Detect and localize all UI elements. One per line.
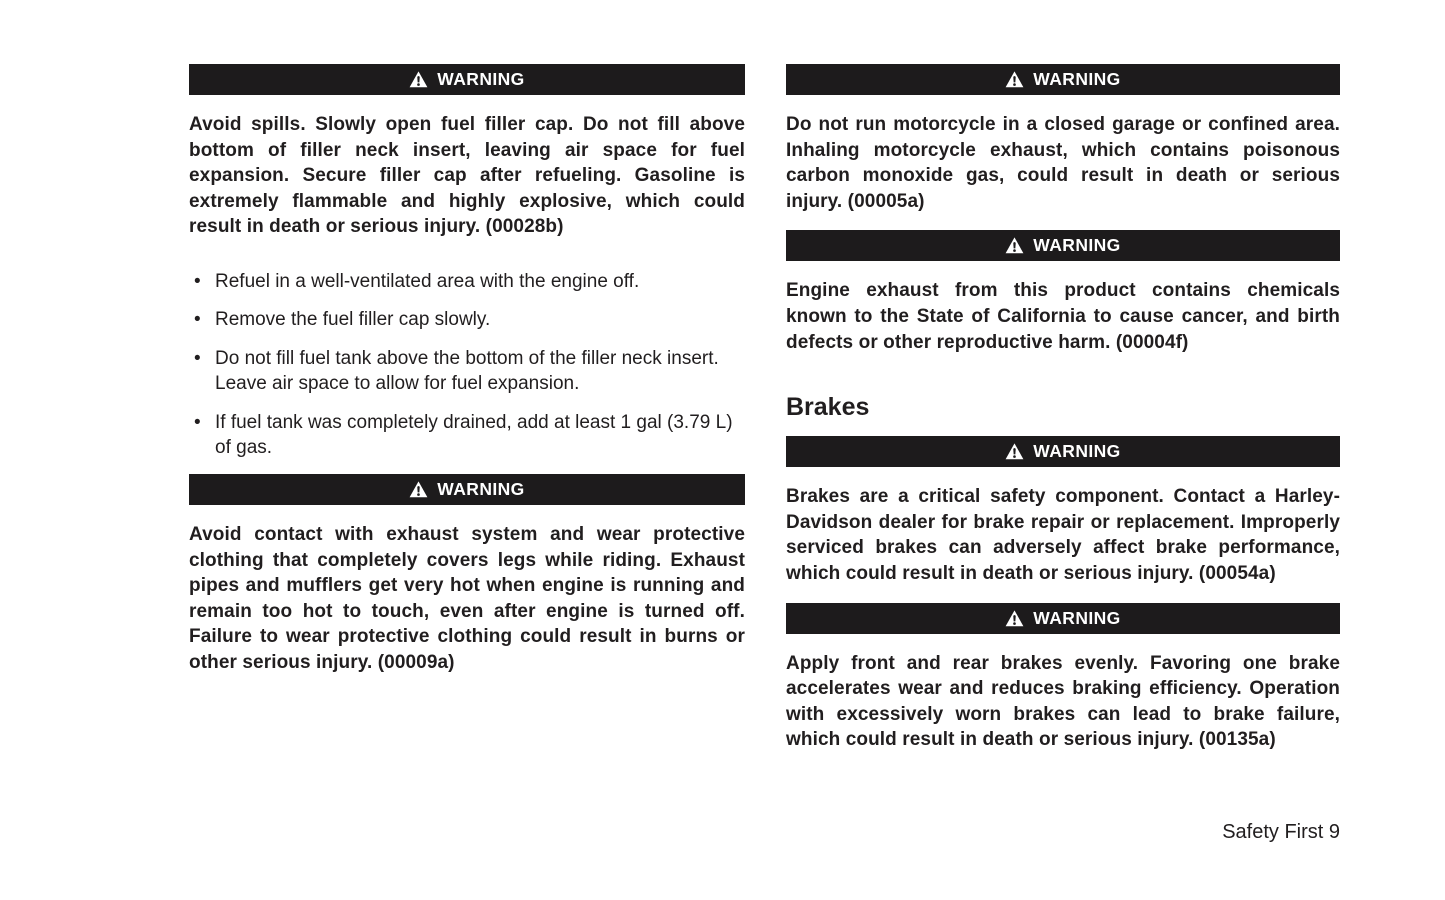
- left-column: [189, 64, 745, 676]
- warning-banner-label: WARNING: [1033, 235, 1121, 256]
- bullet-marker: •: [194, 411, 201, 433]
- warning-banner-label: WARNING: [1033, 69, 1121, 89]
- warning-banner: [786, 64, 1340, 95]
- warning-text-exhaust-contact: Avoid contact with exhaust system and wear protective clothing that completely covers legs while riding. Exhaust pipes and mufflers get very hot when engine is running and remain too hot to touch, even after engine is turned off. Failure to wear protective clothing could result in burns or other serious injury. (00009a): [189, 523, 745, 673]
- bullet-text: Remove the fuel filler cap slowly.: [215, 309, 491, 331]
- warning-banner-label: WARNING: [1033, 441, 1121, 462]
- warning-banner: [786, 230, 1340, 261]
- warning-banner-label: WARNING: [437, 478, 525, 499]
- list-item: [189, 346, 745, 397]
- warning-text-carbon-monoxide: Do not run motorcycle in a closed garage or confined area. Inhaling motorcycle exhaust, which contains poisonous carbon monoxide gas, could result in death or serious injury. (00005a): [786, 114, 1340, 212]
- list-item: [189, 410, 745, 461]
- warning-banner: [189, 64, 745, 95]
- warning-triangle-icon: [1005, 71, 1024, 88]
- list-item: [189, 269, 745, 295]
- warning-triangle-icon: [409, 481, 428, 498]
- warning-banner: [189, 474, 745, 505]
- warning-banner-label: WARNING: [1033, 607, 1121, 628]
- warning-banner: [786, 436, 1340, 467]
- warning-text-california: Engine exhaust from this product contains chemicals known to the State of California to cause cancer, and birth defects or other reproductive harm. (00004f): [786, 280, 1340, 353]
- page-footer: Safety First 9: [1222, 821, 1340, 843]
- list-item: [189, 307, 745, 333]
- bullet-marker: •: [194, 270, 201, 292]
- warning-triangle-icon: [409, 71, 428, 88]
- bullet-text: Refuel in a well-ventilated area with the engine off.: [215, 270, 640, 292]
- warning-triangle-icon: [1005, 443, 1024, 460]
- bullet-text: Do not fill fuel tank above the bottom of the filler neck insert. Leave air space to allow for fuel expansion.: [215, 347, 719, 395]
- warning-banner-label: WARNING: [437, 69, 525, 89]
- bullet-marker: •: [194, 309, 201, 331]
- warning-triangle-icon: [1005, 237, 1024, 254]
- warning-text-brake-service: Brakes are a critical safety component. Contact a Harley-Davidson dealer for brake repair or replacement. Improperly serviced brakes can adversely affect brake performance, which could result in death or serious injury. (00054a): [786, 486, 1340, 584]
- warning-text-fuel-spills: Avoid spills. Slowly open fuel filler cap. Do not fill above bottom of filler neck insert, leaving air space for fuel expansion. Secure filler cap after refueling. Gasoline is extremely flammable and highly explosive, which could result in death or serious injury. (00028b): [189, 114, 745, 238]
- warning-banner: [786, 603, 1340, 634]
- section-heading-brakes: Brakes: [786, 393, 870, 422]
- right-column: [786, 64, 1340, 753]
- warning-text-brake-apply: Apply front and rear brakes evenly. Favoring one brake accelerates wear and reduces braking efficiency. Operation with excessively worn brakes can lead to brake failure, which could result in death or serious injury. (00135a): [786, 652, 1340, 751]
- bullet-marker: •: [194, 347, 201, 369]
- bullet-text: If fuel tank was completely drained, add at least 1 gal (3.79 L) of gas.: [215, 411, 733, 459]
- warning-triangle-icon: [1005, 610, 1024, 627]
- refueling-bullet-list: [189, 269, 745, 461]
